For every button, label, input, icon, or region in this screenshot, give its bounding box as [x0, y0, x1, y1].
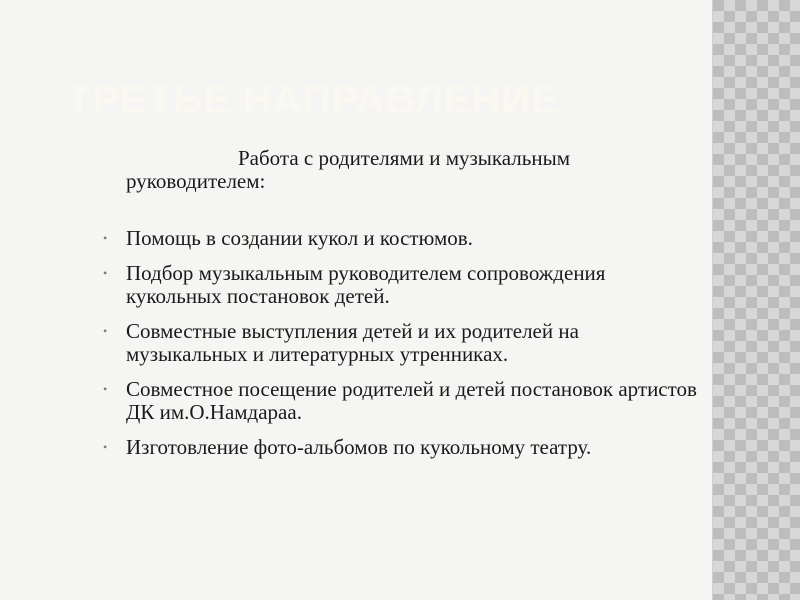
- bullet-icon: •: [103, 231, 108, 245]
- bullet-text: Изготовление фото-альбомов по кукольному театру.: [126, 435, 592, 459]
- bullet-text: Подбор музыкальным руководителем сопровождения кукольных постановок детей.: [126, 261, 606, 308]
- list-item: [103, 320, 703, 366]
- list-item: [103, 262, 703, 308]
- bullet-text: Совместное посещение родителей и детей постановок артистов ДК им.О.Намдараа.: [126, 377, 697, 424]
- bullet-text: Совместные выступления детей и их родителей на музыкальных и литературных утренниках.: [126, 319, 579, 366]
- bullet-icon: •: [103, 266, 108, 280]
- intro-text: Работа с родителями и музыкальным руководителем:: [126, 146, 570, 193]
- bullet-text: Помощь в создании кукол и костюмов.: [126, 226, 473, 250]
- list-item: [103, 227, 703, 250]
- slide-body: [103, 147, 703, 471]
- decorative-side-panel: [712, 0, 800, 600]
- bullet-icon: •: [103, 324, 108, 338]
- list-item: [103, 436, 703, 459]
- bullet-icon: •: [103, 382, 108, 396]
- bullet-list: [103, 227, 703, 459]
- list-item: [103, 378, 703, 424]
- bullet-icon: •: [103, 440, 108, 454]
- slide-title: ТРЕТЬЕ НАПРАВЛЕНИЕ: [67, 78, 559, 122]
